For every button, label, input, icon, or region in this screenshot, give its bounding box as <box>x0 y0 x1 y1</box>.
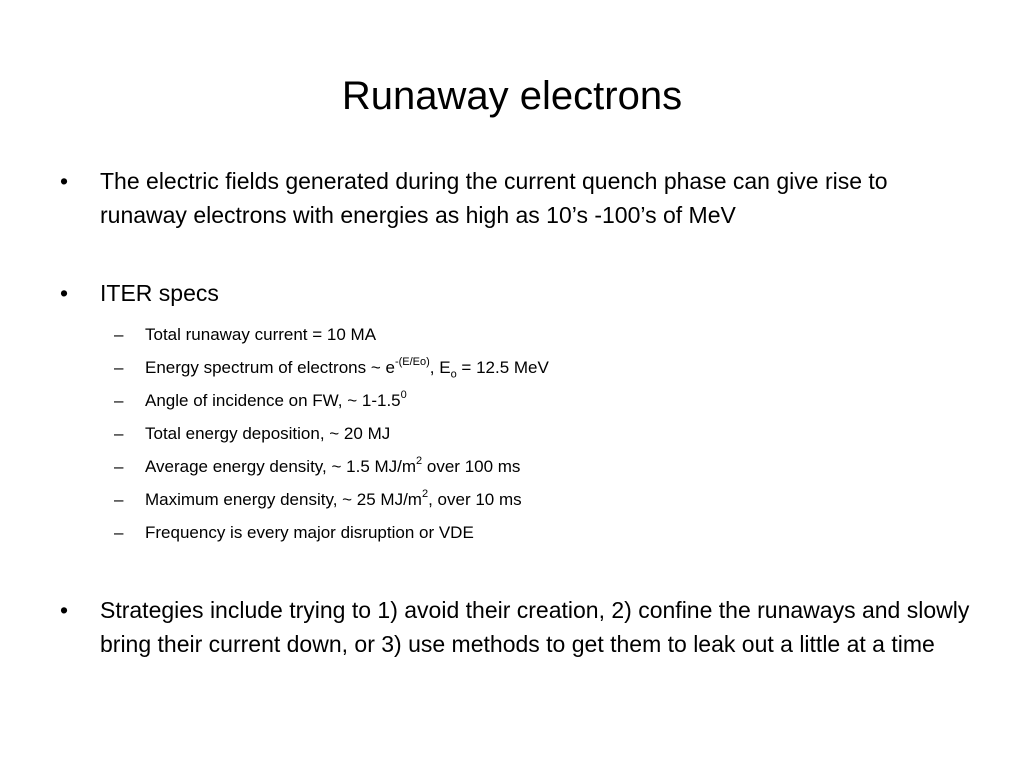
spec-energy-spectrum <box>60 351 980 384</box>
spec-total-energy-deposition <box>60 417 980 450</box>
spec-text: Frequency is every major disruption or VDE <box>145 523 474 542</box>
dash-marker: – <box>114 391 124 410</box>
bullet-marker: • <box>60 168 69 194</box>
spec-maximum-energy-density <box>60 483 980 516</box>
spec-text: Angle of incidence on FW, ~ 1-1.5 <box>145 391 401 410</box>
iter-specs-list <box>60 318 980 549</box>
spec-average-energy-density <box>60 450 980 483</box>
dash-marker: – <box>114 490 124 509</box>
spec-text: Energy spectrum of electrons ~ e <box>145 358 395 377</box>
spec-text-post: = 12.5 MeV <box>456 358 549 377</box>
spec-superscript: 2 <box>416 455 423 468</box>
bullet-strategies <box>60 593 980 661</box>
dash-marker: – <box>114 325 124 344</box>
bullet-iter-specs <box>60 276 980 310</box>
spec-text-mid: , E <box>429 358 451 377</box>
spec-superscript: 2 <box>421 488 429 501</box>
bullet-electric-fields <box>60 164 980 232</box>
spec-superscript: 0 <box>400 389 407 402</box>
spec-text: Total runaway current = 10 MA <box>145 325 377 344</box>
spec-text: Average energy density, ~ 1.5 MJ/m <box>145 457 417 476</box>
spec-text: Maximum energy density, ~ 25 MJ/m <box>145 490 422 509</box>
spec-text-post: , over 10 ms <box>428 490 522 509</box>
spec-superscript: -(E/Eo) <box>394 356 430 369</box>
bullet-text: Strategies include trying to 1) avoid their creation, 2) confine the runaways and slowly bring their current down, or 3) use methods to get them to leak out a little at a time <box>100 597 970 657</box>
spec-angle-of-incidence <box>60 384 980 417</box>
bullet-text: ITER specs <box>100 280 219 306</box>
bullet-marker: • <box>60 597 69 623</box>
dash-marker: – <box>114 457 124 476</box>
spec-total-runaway-current <box>60 318 980 351</box>
dash-marker: – <box>114 424 124 443</box>
spec-text-post: over 100 ms <box>422 457 521 476</box>
slide-content <box>60 164 980 705</box>
spec-text: Total energy deposition, ~ 20 MJ <box>145 424 391 443</box>
spec-frequency <box>60 516 980 549</box>
slide-title: Runaway electrons <box>341 74 683 118</box>
dash-marker: – <box>114 358 124 377</box>
bullet-text: The electric fields generated during the current quench phase can give rise to runaway electrons with energies as high as 10’s -100’s of MeV <box>100 168 888 228</box>
bullet-marker: • <box>60 280 69 306</box>
spec-subscript: o <box>450 368 457 381</box>
dash-marker: – <box>114 523 124 542</box>
